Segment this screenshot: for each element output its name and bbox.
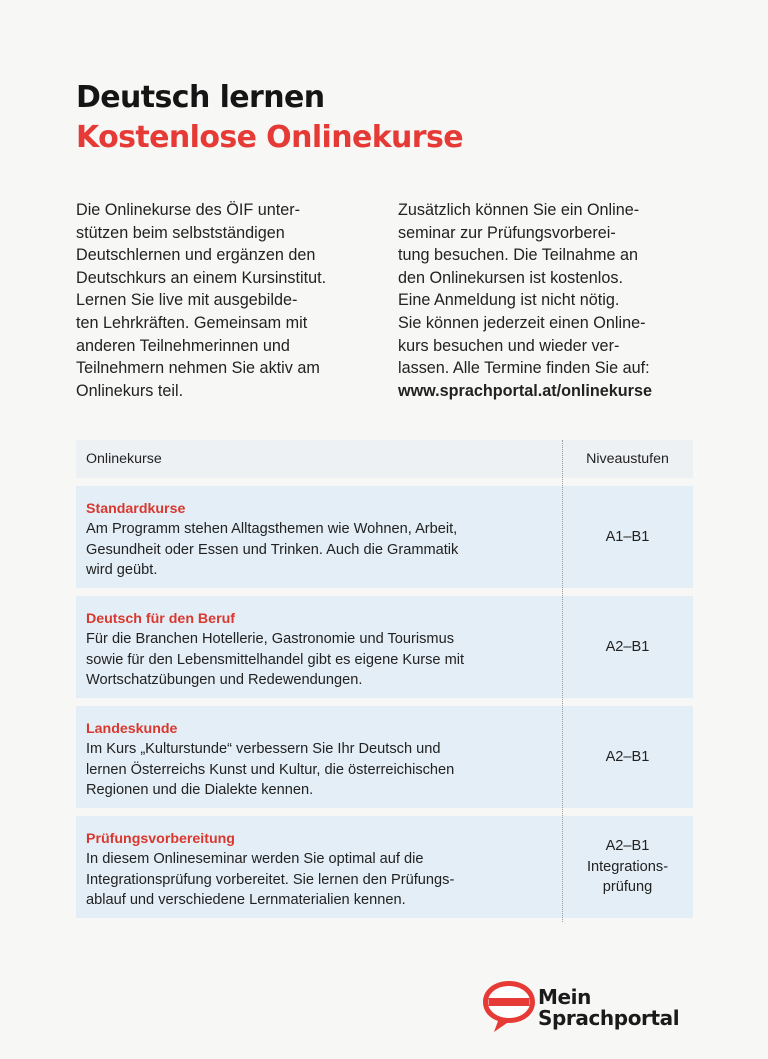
table-header (76, 440, 693, 478)
course-title: Landeskunde (86, 721, 178, 737)
column-header-levels: Niveaustufen (586, 451, 669, 467)
course-description: Am Programm stehen Alltagsthemen wie Wohnen, Arbeit, Gesundheit oder Essen und Trinken. Auch die Grammatik wird geübt. (86, 521, 459, 578)
course-title: Prüfungsvorbereitung (86, 831, 235, 847)
intro-column-left (76, 199, 376, 402)
course-description: Im Kurs „Kulturstunde“ verbessern Sie Ihr Deutsch und lernen Österreichs Kunst und Kultur, die österreichischen Regionen und die Dialekte kennen. (86, 741, 455, 798)
page-subtitle: Kostenlose Onlinekurse (76, 120, 464, 155)
intro-right-text: Zusätzlich können Sie ein Online- seminar zur Prüfungsvorberei- tung besuchen. Die Teilnahme an den Onlinekursen ist kostenlos. Eine Anmeldung ist nicht nötig. Sie können jederzeit einen Online- kurs besuchen und wieder ver- lassen. Alle Termine finden Sie auf: (398, 201, 650, 378)
courses-url-link[interactable]: www.sprachportal.at/onlinekurse (398, 381, 652, 400)
course-description: Für die Branchen Hotellerie, Gastronomie und Tourismus sowie für den Lebensmittelhandel gibt es eigene Kurse mit Wortschatzübungen und Redewendungen. (86, 631, 465, 688)
column-header-courses: Onlinekurse (86, 451, 162, 467)
course-level: A2–B1 Integrations- prüfung (586, 838, 669, 896)
logo-text-line1: Mein (538, 985, 591, 1009)
table-row (76, 596, 693, 698)
course-level: A2–B1 (605, 638, 650, 655)
sprachportal-logo (480, 977, 710, 1037)
course-level: A1–B1 (605, 528, 650, 545)
speech-bubble-austrian-flag-icon (480, 977, 538, 1035)
course-level: A2–B1 (605, 748, 650, 765)
course-description: In diesem Onlineseminar werden Sie optimal auf die Integrationsprüfung vorbereitet. Sie lernen den Prüfungs- ablauf und verschiedene Lernmaterialien kennen. (86, 851, 455, 908)
course-info (86, 609, 556, 691)
logo-text-line2: Sprachportal (538, 1006, 680, 1030)
course-title: Deutsch für den Beruf (86, 611, 235, 627)
courses-table (76, 440, 693, 918)
course-title: Standardkurse (86, 501, 186, 517)
intro-left-text: Die Onlinekurse des ÖIF unter- stützen beim selbstständigen Deutschlernen und ergänzen den Deutschkurs an einem Kursinstitut. Lernen Sie live mit ausgebilde- ten Lehrkräften. Gemeinsam mit anderen Teilnehmerinnen und Teilnehmern nehmen Sie aktiv am Onlinekurs teil. (76, 201, 327, 400)
table-row (76, 706, 693, 808)
course-info (86, 499, 556, 581)
page-heading (76, 78, 463, 158)
table-row (76, 486, 693, 588)
logo-wordmark (538, 987, 679, 1029)
column-divider (562, 440, 563, 922)
page-title: Deutsch lernen (76, 80, 325, 115)
course-info (86, 719, 556, 801)
course-info (86, 829, 556, 911)
intro-column-right (398, 199, 698, 402)
table-row (76, 816, 693, 918)
